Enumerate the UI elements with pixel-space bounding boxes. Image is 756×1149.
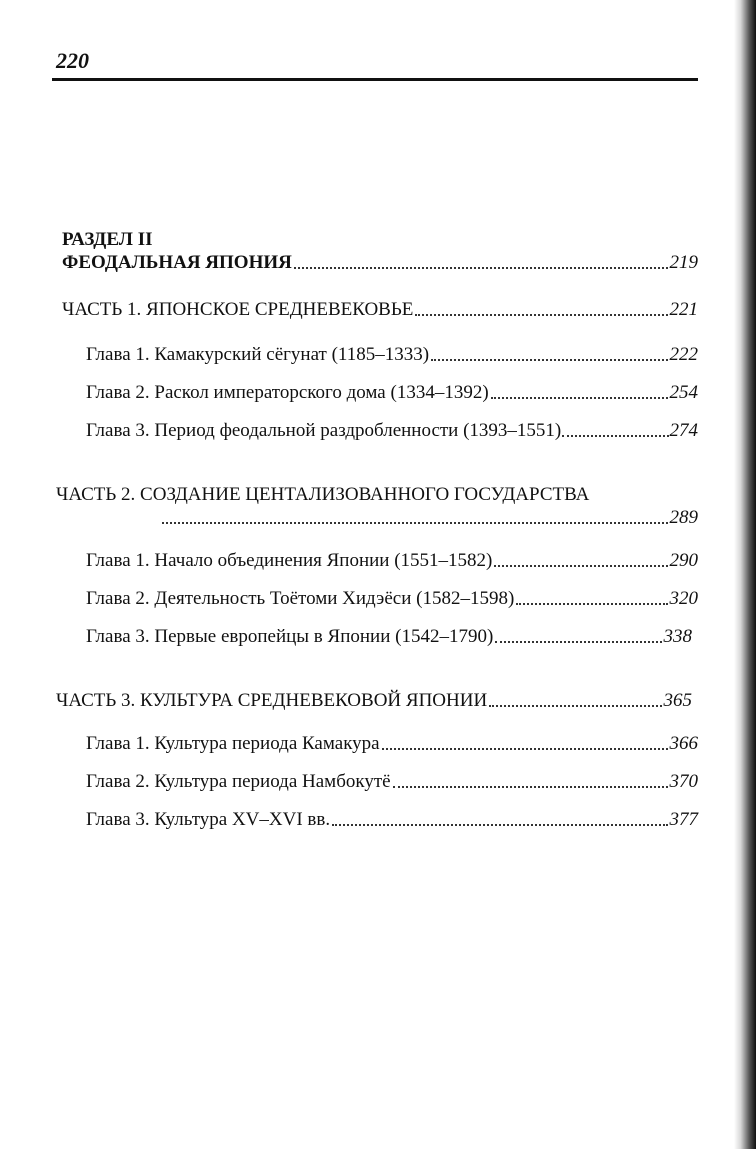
toc-entry-title: Глава 1. Культура периода Камакура bbox=[86, 733, 380, 754]
dot-leader bbox=[431, 359, 667, 361]
toc-entry-part-leader[interactable] bbox=[160, 507, 698, 529]
dot-leader bbox=[382, 748, 668, 750]
toc-entry-chapter[interactable] bbox=[86, 344, 698, 366]
dot-leader bbox=[491, 397, 668, 399]
toc-entry-page: 289 bbox=[669, 507, 698, 528]
toc-entry-title: Глава 2. Деятельность Тоётоми Хидэёси (1582–1598) bbox=[86, 588, 515, 609]
toc-entry-page: 219 bbox=[669, 252, 698, 273]
toc-entry-part-title[interactable] bbox=[56, 484, 698, 506]
toc-entry-title: Глава 2. Культура периода Намбокутё bbox=[86, 771, 391, 792]
toc-entry-page: 222 bbox=[669, 344, 698, 365]
toc-entry-title: Глава 3. Первые европейцы в Японии (1542–1790) bbox=[86, 626, 494, 647]
toc-entry-chapter[interactable] bbox=[86, 588, 698, 610]
toc-entry-section[interactable] bbox=[62, 252, 698, 274]
toc-entry-page: 366 bbox=[669, 733, 698, 754]
toc-entry-chapter[interactable] bbox=[86, 382, 698, 404]
toc-entry-page: 274 bbox=[669, 420, 698, 441]
toc-entry-title: ФЕОДАЛЬНАЯ ЯПОНИЯ bbox=[62, 252, 292, 273]
toc-entry-part[interactable] bbox=[56, 690, 692, 712]
toc-entry-chapter[interactable] bbox=[86, 626, 692, 648]
toc-entry-title: Глава 3. Период феодальной раздробленности (1393–1551) bbox=[86, 420, 562, 441]
dot-leader bbox=[415, 314, 667, 316]
toc-entry-page: 221 bbox=[669, 299, 698, 320]
toc-entry-page: 365 bbox=[663, 690, 692, 711]
toc-entry-page: 377 bbox=[669, 809, 698, 830]
dot-leader bbox=[332, 824, 667, 826]
toc-entry-chapter[interactable] bbox=[86, 733, 698, 755]
dot-leader bbox=[494, 565, 667, 567]
toc-entry-title: ЧАСТЬ 2. СОЗДАНИЕ ЦЕНТАЛИЗОВАННОГО ГОСУДАРСТВА bbox=[56, 484, 590, 505]
toc-entry-chapter[interactable] bbox=[86, 420, 698, 442]
toc-entry-chapter[interactable] bbox=[86, 550, 698, 572]
toc-entry-title: ЧАСТЬ 3. КУЛЬТУРА СРЕДНЕВЕКОВОЙ ЯПОНИИ bbox=[56, 690, 488, 711]
toc-entry-title: Глава 1. Камакурский сёгунат (1185–1333) bbox=[86, 344, 430, 365]
toc-entry-chapter[interactable] bbox=[86, 771, 698, 793]
toc-entry-page: 338 bbox=[663, 626, 692, 647]
toc-entry-title: ЧАСТЬ 1. ЯПОНСКОЕ СРЕДНЕВЕКОВЬЕ bbox=[62, 299, 414, 320]
dot-leader bbox=[495, 641, 661, 643]
toc-entry-page: 290 bbox=[669, 550, 698, 571]
toc-entry-title: Глава 3. Культура XV–XVI вв. bbox=[86, 809, 331, 830]
section-heading: РАЗДЕЛ II bbox=[62, 229, 153, 250]
dot-leader bbox=[562, 435, 668, 437]
toc-entry-title: Глава 1. Начало объединения Японии (1551–1582) bbox=[86, 550, 493, 571]
dot-leader bbox=[162, 522, 668, 524]
toc-entry-chapter[interactable] bbox=[86, 809, 698, 831]
toc-entry-title: Глава 2. Раскол императорского дома (1334–1392) bbox=[86, 382, 489, 403]
dot-leader bbox=[294, 267, 668, 269]
dot-leader bbox=[393, 786, 668, 788]
toc-entry-part[interactable] bbox=[62, 299, 698, 321]
dot-leader bbox=[489, 705, 661, 707]
toc-entry-page: 320 bbox=[669, 588, 698, 609]
dot-leader bbox=[516, 603, 667, 605]
page-number: 220 bbox=[56, 48, 89, 73]
toc-entry-page: 254 bbox=[669, 382, 698, 403]
toc-entry-page: 370 bbox=[669, 771, 698, 792]
